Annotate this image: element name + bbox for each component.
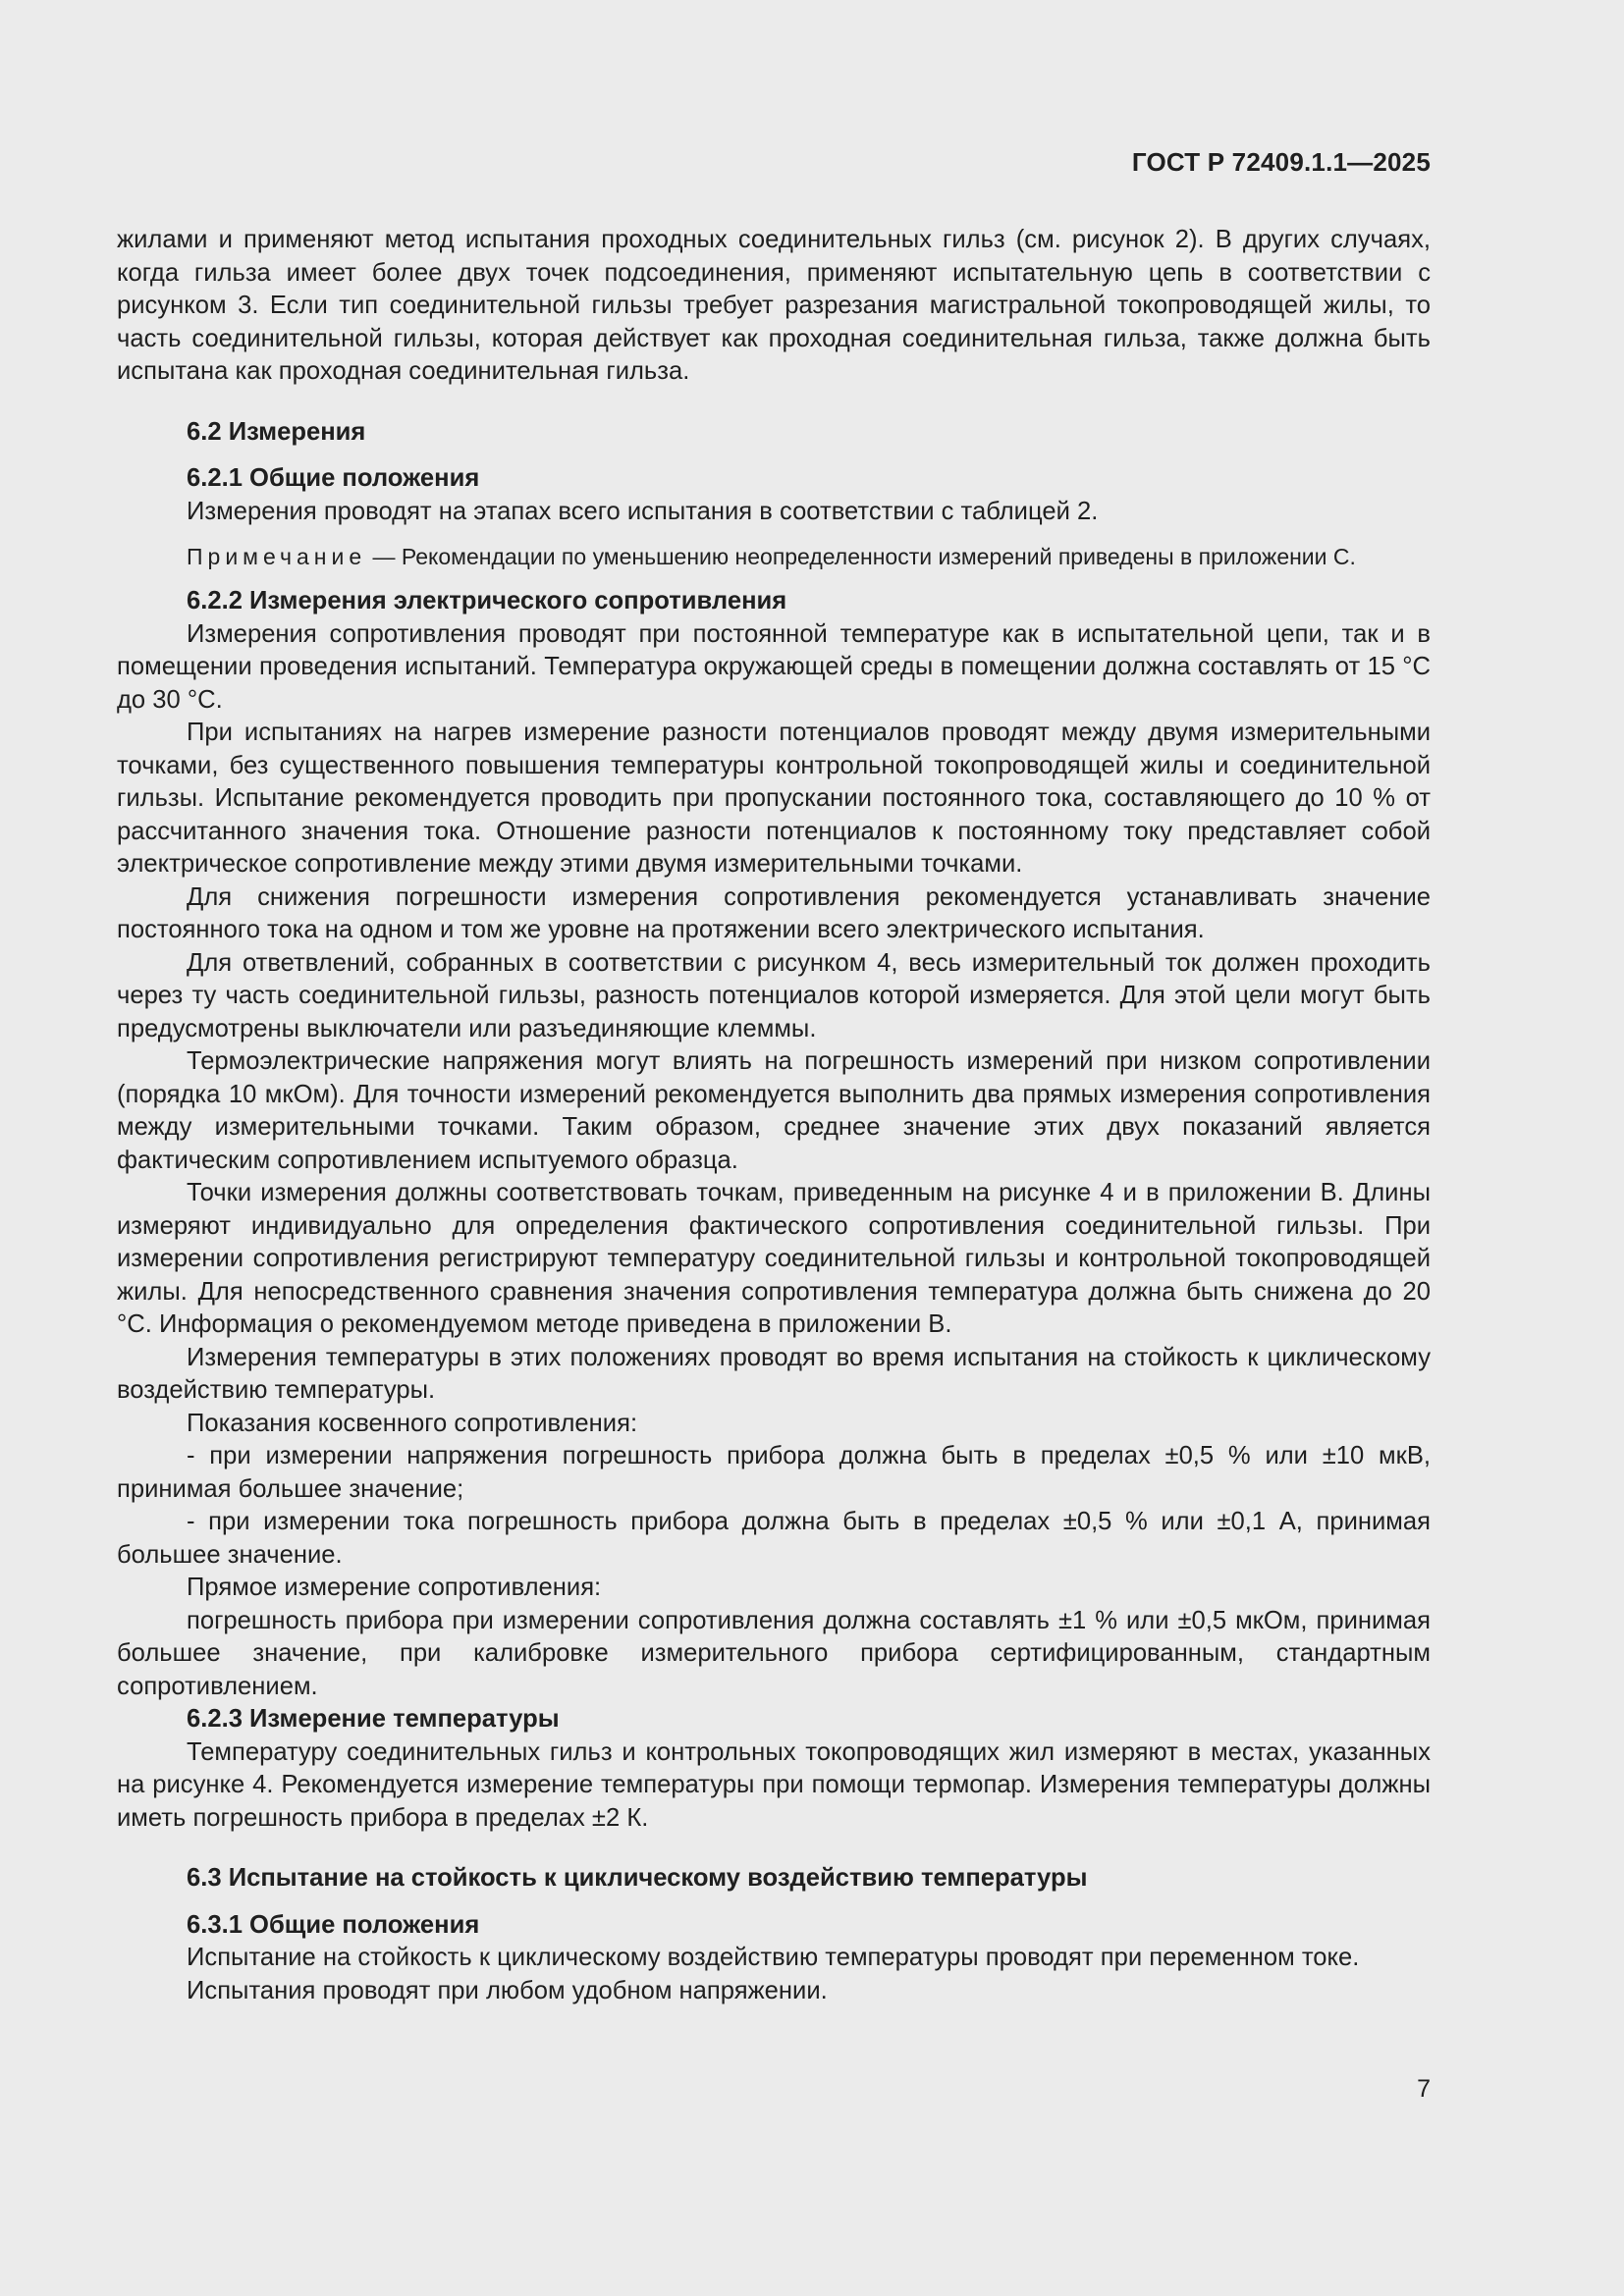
paragraph-6-3-1-b: Испытания проводят при любом удобном напряжении. <box>187 1976 828 2004</box>
section-heading-6-2: 6.2 Измерения <box>187 417 366 446</box>
section-heading-6-2-1: 6.2.1 Общие положения <box>187 464 480 492</box>
paragraph-6-2-3: Температуру соединительных гильз и контрольных токопроводящих жил измеряют в местах, указанных на рисунке 4. Рекомендуется измерение температуры при помощи термопар. Измерения температуры должны иметь погрешность прибора в пределах ±2 К. <box>117 1737 1431 1832</box>
paragraph-6-2-2-i: Прямое измерение сопротивления: <box>187 1574 602 1601</box>
page-body <box>117 224 1431 2007</box>
note-text: — Рекомендации по уменьшению неопределенности измерений приведены в приложении С. <box>366 544 1356 569</box>
paragraph-6-2-2-g: Измерения температуры в этих положениях проводят во время испытания на стойкость к циклическому воздействию температуры. <box>117 1343 1431 1404</box>
section-heading-6-3-1: 6.3.1 Общие положения <box>187 1910 480 1939</box>
paragraph-6-2-2-h: Показания косвенного сопротивления: <box>187 1409 638 1437</box>
list-item-current: - при измерении тока погрешность прибора должна быть в пределах ±0,5 % или ±0,1 А, принимая большее значение. <box>117 1508 1431 1569</box>
paragraph-6-2-2-e: Термоэлектрические напряжения могут влиять на погрешность измерений при низком сопротивлении (порядка 10 мкОм). Для точности измерений рекомендуется выполнить два прямых измерения сопротивления между измерительными точками. Таким образом, среднее значение этих двух показаний является фактическим сопротивлением испытуемого образца. <box>117 1047 1431 1174</box>
paragraph-intro: жилами и применяют метод испытания проходных соединительных гильз (см. рисунок 2). В других случаях, когда гильза имеет более двух точек подсоединения, применяют испытательную цепь в соответствии с рисунком 3. Если тип соединительной гильзы требует разрезания магистральной токопроводящей жилы, то часть соединительной гильзы, которая действует как проходная соединительная гильза, также должна быть испытана как проходная соединительная гильза. <box>117 226 1431 385</box>
paragraph-6-2-2-b: При испытаниях на нагрев измерение разности потенциалов проводят между двумя измерительными точками, без существенного повышения температуры контрольной токопроводящей жилы и соединительной гильзы. Испытание рекомендуется проводить при пропускании постоянного тока, составляющего до 10 % от рассчитанного значения тока. Отношение разности потенциалов к постоянному току представляет собой электрическое сопротивление между этими двумя измерительными точками. <box>117 719 1431 878</box>
section-heading-6-2-3: 6.2.3 Измерение температуры <box>187 1705 560 1733</box>
paragraph-6-2-2-f: Точки измерения должны соответствовать точкам, приведенным на рисунке 4 и в приложении В. Длины измеряют индивидуально для определения фактического сопротивления соединительной гильзы. При измерении сопротивления регистрируют температуру соединительной гильзы и контрольной токопроводящей жилы. Для непосредственного сравнения значения сопротивления температура должна быть снижена до 20 °С. Информация о рекомендуемом методе приведена в приложении В. <box>117 1179 1431 1338</box>
paragraph-6-2-2-a: Измерения сопротивления проводят при постоянной температуре как в испытательной цепи, так и в помещении проведения испытаний. Температура окружающей среды в помещении должна составлять от 15 °С до 30 °С. <box>117 619 1431 714</box>
page-number: 7 <box>1417 2075 1431 2103</box>
paragraph-6-2-2-j: погрешность прибора при измерении сопротивления должна составлять ±1 % или ±0,5 мкОм, принимая большее значение, при калибровке измерительного прибора сертифицированным, стандартным сопротивлением. <box>117 1606 1431 1700</box>
paragraph-6-3-1-a: Испытание на стойкость к циклическому воздействию температуры проводят при переменном токе. <box>187 1944 1360 1971</box>
note <box>117 542 1431 571</box>
document-code-header: ГОСТ Р 72409.1.1—2025 <box>1131 147 1431 177</box>
paragraph-6-2-2-c: Для снижения погрешности измерения сопротивления рекомендуется устанавливать значение постоянного тока на одном и том же уровне на протяжении всего электрического испытания. <box>117 882 1431 943</box>
paragraph-6-2-2-d: Для ответвлений, собранных в соответствии с рисунком 4, весь измерительный ток должен проходить через ту часть соединительной гильзы, разность потенциалов которой измеряется. Для этой цели могут быть предусмотрены выключатели или разъединяющие клеммы. <box>117 948 1431 1042</box>
paragraph-6-2-1: Измерения проводят на этапах всего испытания в соответствии с таблицей 2. <box>187 497 1099 525</box>
section-heading-6-2-2: 6.2.2 Измерения электрического сопротивления <box>187 587 787 614</box>
list-item-voltage: - при измерении напряжения погрешность прибора должна быть в пределах ±0,5 % или ±10 мкВ, принимая большее значение; <box>117 1442 1431 1503</box>
note-label: Примечание <box>187 544 367 569</box>
section-heading-6-3: 6.3 Испытание на стойкость к циклическому воздействию температуры <box>187 1864 1088 1892</box>
